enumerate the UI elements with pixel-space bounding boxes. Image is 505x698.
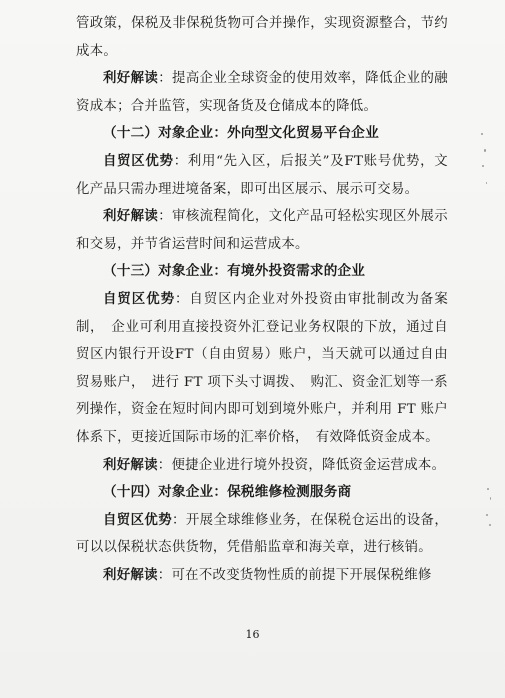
paragraph-label: 自贸区优势 [103, 511, 173, 528]
paragraph [76, 452, 448, 480]
paragraph-label: 利好解读 [103, 208, 159, 225]
scan-speck [489, 524, 491, 526]
section-heading: （十三）对象企业：有境外投资需求的企业 [103, 263, 366, 280]
paragraph-label: 自贸区优势 [103, 152, 174, 169]
paragraph: 管政策，保税及非保税货物可合并操作，实现资源整合，节约成本。 [76, 16, 448, 59]
paragraph-text: ：自贸区内企业对外投资由审批制改为备案制， 企业可利用直接投资外汇登记业务权限的下放，通过自贸区内银行开设FT（自由贸易）账户，当天就可以通过自由贸易账户， 进行 FT 项下头寸调拨、 购汇、资金汇划等一系列操作，资金在短时间内即可划到境外账户，并利用 FT 账户体系下，更接近国际市场的汇率价格， 有效降低资金成本。 [76, 291, 449, 445]
scan-speck [487, 488, 489, 490]
paragraph [76, 562, 448, 590]
paragraph-text: ：便捷企业进行境外投资，降低资金运营成本。 [157, 457, 446, 473]
section-heading: （十四）对象企业：保税维修检测服务商 [103, 484, 352, 501]
paragraph [76, 203, 448, 258]
paragraph [76, 65, 448, 120]
paragraph-text: ：开展全球维修业务，在保税仓运出的设备，可以以保税状态供货物，凭借船监章和海关章，进行核销。 [76, 512, 449, 556]
paragraph-text: ：审核流程简化，文化产品可轻松实现区外展示和交易，并节省运营时间和运营成本。 [76, 209, 448, 252]
paragraph [76, 148, 448, 203]
paragraph-text: ：利用“先入区，后报关”及FT账号优势，文化产品只需办理进境备案，即可出区展示、展示可交易。 [76, 153, 449, 197]
paragraph-label: 利好解读 [103, 566, 158, 583]
scan-speck [481, 133, 483, 135]
scan-speck [486, 182, 487, 184]
page-number: 16 [245, 628, 260, 641]
paragraph [76, 507, 448, 562]
paragraph-text: ：提高企业全球资金的使用效率，降低企业的融资成本；合并监管，实现备货及仓储成本的降低。 [76, 71, 448, 114]
paragraph-label: 利好解读 [103, 456, 158, 473]
section-heading: （十二）对象企业：外向型文化贸易平台企业 [103, 125, 379, 142]
paragraph-label: 利好解读 [103, 70, 159, 87]
paragraph-label: 自贸区优势 [103, 290, 176, 307]
scan-speck [482, 165, 484, 167]
paragraph-text: ：可在不改变货物性质的前提下开展保税维修 [157, 567, 432, 583]
page-body [76, 10, 448, 589]
scan-speck [486, 514, 488, 516]
scan-speck [490, 497, 491, 500]
paragraph [76, 286, 448, 452]
scan-speck [484, 149, 486, 152]
